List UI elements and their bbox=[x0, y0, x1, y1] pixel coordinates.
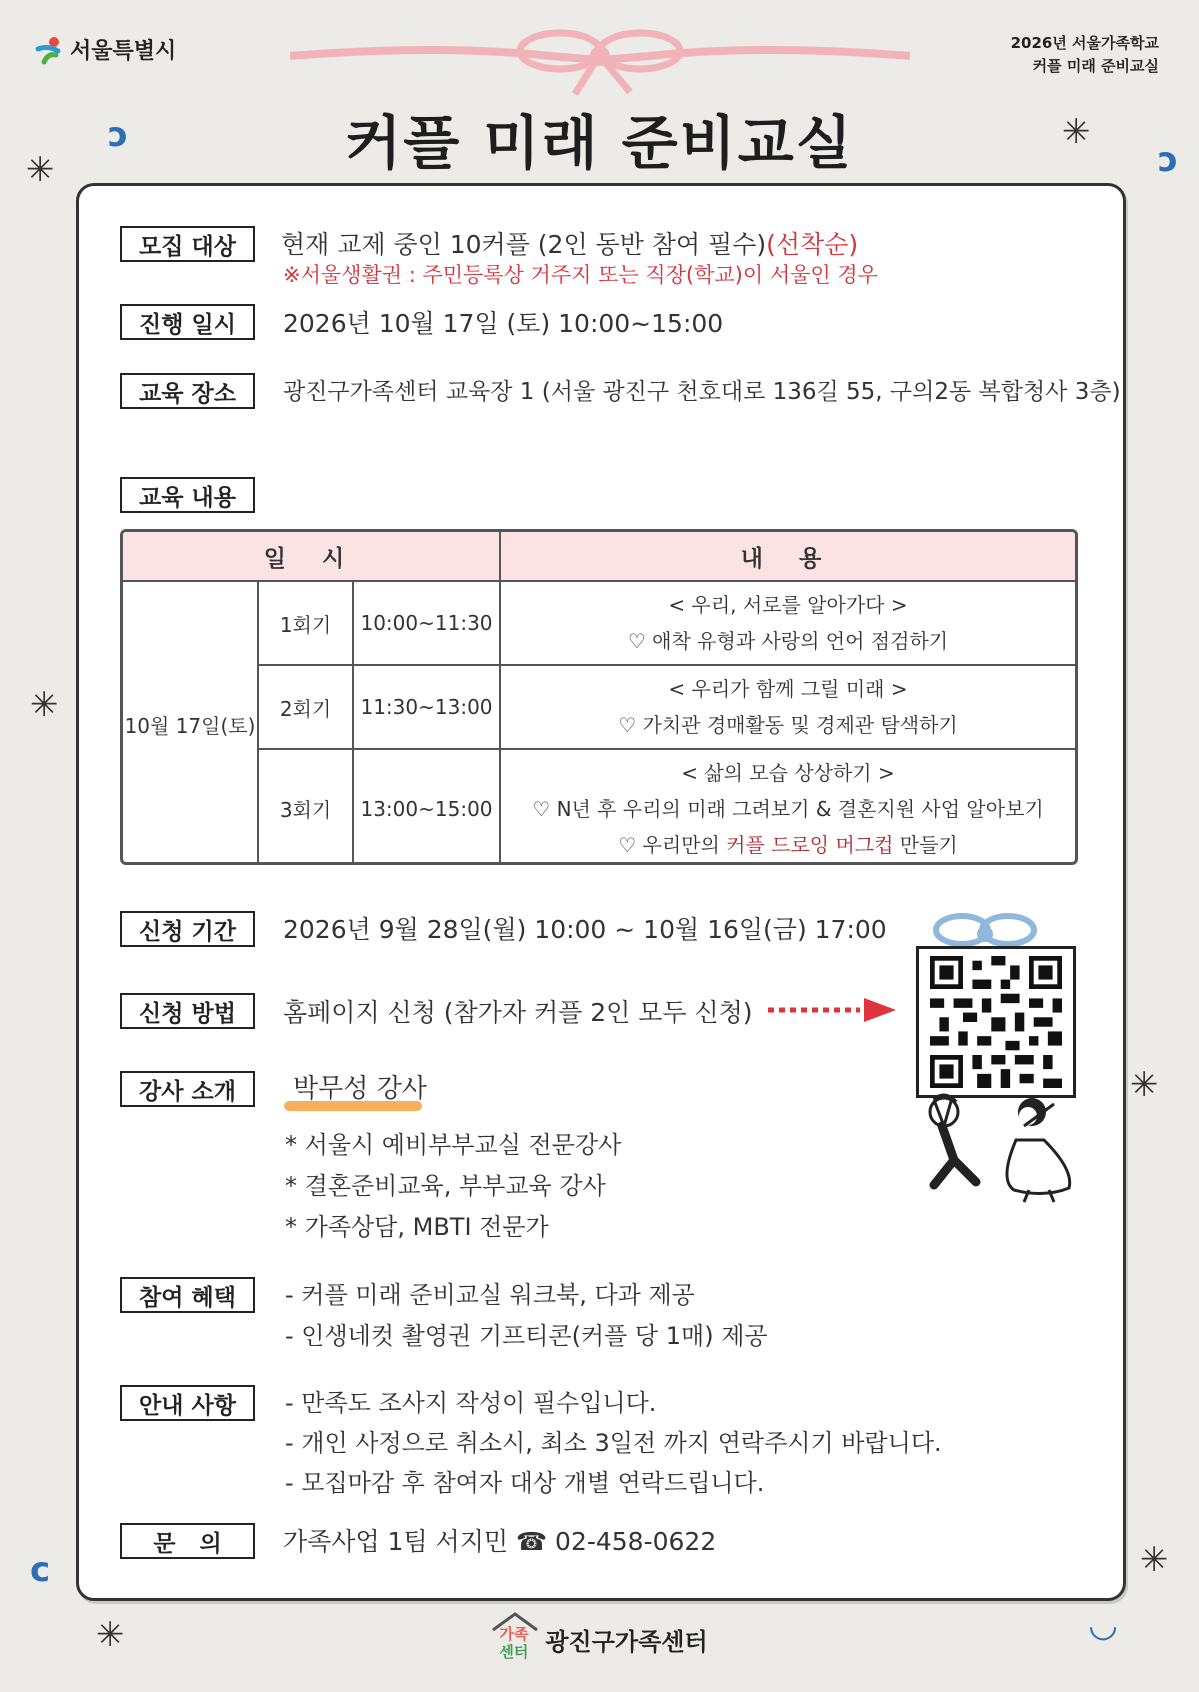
recruit-label: 모집 대상 bbox=[120, 226, 255, 262]
benefit-item-2: - 인생네컷 촬영권 기프티콘(커플 당 1매) 제공 bbox=[285, 1322, 768, 1350]
content-3-title: < 삶의 모습 상상하기 > bbox=[681, 760, 895, 785]
content-2-title: < 우리가 함께 그릴 미래 > bbox=[668, 677, 908, 701]
session-1: 1회기 bbox=[258, 581, 353, 665]
content-1-title: < 우리, 서로를 알아가다 > bbox=[668, 593, 908, 617]
notice-item-2: - 개인 사정으로 취소시, 최소 3일전 까지 연락주시기 바랍니다. bbox=[285, 1429, 942, 1457]
time-1: 10:00~11:30 bbox=[353, 581, 500, 665]
place-value: 광진구가족센터 교육장 1 (서울 광진구 천호대로 136길 55, 구의2동 복합청사 3층) bbox=[283, 379, 1121, 405]
page-title: 커플 미래 준비교실 bbox=[345, 109, 854, 177]
content-label: 교육 내용 bbox=[120, 477, 255, 513]
sparkle-icon: ✳ bbox=[96, 1615, 125, 1655]
sparkle-icon: ✳ bbox=[26, 150, 55, 190]
footer-logo bbox=[0, 1612, 1199, 1666]
notice-item-3: - 모집마감 후 참여자 대상 개별 연락드립니다. bbox=[285, 1469, 765, 1497]
program-caption bbox=[1011, 32, 1159, 78]
instructor-name: 박무성 강사 bbox=[293, 1074, 427, 1104]
apply-period-label: 신청 기간 bbox=[120, 911, 255, 947]
content-1-line: ♡ 애착 유형과 사랑의 언어 점검하기 bbox=[627, 629, 949, 653]
session-2: 2회기 bbox=[258, 665, 353, 749]
instructor-label: 강사 소개 bbox=[120, 1071, 255, 1107]
sparkle-icon: ✳ bbox=[30, 685, 59, 725]
qr-code[interactable] bbox=[916, 946, 1076, 1098]
caption-line-1: 2026년 서울가족학교 bbox=[1010, 34, 1159, 52]
session-3: 3회기 bbox=[258, 749, 353, 865]
qr-code-icon bbox=[926, 956, 1066, 1088]
apply-method-value: 홈페이지 신청 (참가자 커플 2인 모두 신청) bbox=[283, 998, 753, 1027]
instructor-item-2: * 결혼준비교육, 부부교육 강사 bbox=[285, 1172, 606, 1200]
time-3: 13:00~15:00 bbox=[353, 749, 500, 865]
content-3 bbox=[500, 749, 1075, 865]
recruit-value bbox=[281, 225, 858, 261]
date-value: 2026년 10월 17일 (토) 10:00~15:00 bbox=[283, 309, 724, 338]
contact-value: 가족사업 1팀 서지민 ☎ 02-458-0622 bbox=[283, 1527, 717, 1556]
seoul-logo-text: 서울특별시 bbox=[70, 39, 177, 64]
seoul-logo-icon bbox=[34, 35, 64, 65]
apply-period-value: 2026년 9월 28일(월) 10:00 ~ 10월 16일(금) 17:00 bbox=[283, 915, 887, 944]
schedule-table bbox=[120, 529, 1078, 865]
benefit-item-1: - 커플 미래 준비교실 워크북, 다과 제공 bbox=[285, 1281, 695, 1309]
content-1 bbox=[500, 581, 1075, 665]
benefit-label: 참여 혜택 bbox=[120, 1277, 255, 1313]
moon-icon: c bbox=[30, 1550, 51, 1590]
sparkle-icon: ✳ bbox=[1140, 1540, 1169, 1580]
couple-illustration-icon bbox=[904, 1090, 1084, 1210]
schedule-day: 10월 17일(토) bbox=[123, 581, 258, 865]
instructor-item-1: * 서울시 예비부부교실 전문강사 bbox=[285, 1131, 622, 1159]
apply-method-label: 신청 방법 bbox=[120, 993, 255, 1029]
notice-item-1: - 만족도 조사지 작성이 필수입니다. bbox=[285, 1389, 657, 1417]
sparkle-icon: ✳ bbox=[1062, 112, 1091, 152]
table-row bbox=[123, 665, 1075, 749]
content-3-line2 bbox=[501, 827, 1075, 863]
content-3-line2-pre: ♡ 우리만의 bbox=[618, 832, 727, 857]
ribbon-icon bbox=[290, 26, 910, 96]
date-label: 진행 일시 bbox=[120, 304, 255, 340]
contact-label: 문 의 bbox=[120, 1523, 255, 1559]
schedule-head-date: 일 시 bbox=[123, 532, 500, 581]
place-label: 교육 장소 bbox=[120, 373, 255, 409]
table-row bbox=[123, 581, 1075, 665]
time-2: 11:30~13:00 bbox=[353, 665, 500, 749]
content-2-line: ♡ 가치관 경매활동 및 경제관 탐색하기 bbox=[618, 713, 958, 737]
recruit-highlight: (선착순) bbox=[766, 230, 859, 259]
logo-mark-bottom: 센터 bbox=[499, 1643, 529, 1661]
notice-label: 안내 사항 bbox=[120, 1385, 255, 1421]
table-row bbox=[123, 749, 1075, 865]
moon-icon: ↄ bbox=[1158, 140, 1179, 180]
content-3-line: ♡ N년 후 우리의 미래 그려보기 & 결혼지원 사업 알아보기 bbox=[532, 796, 1044, 821]
content-3-line2-highlight: 커플 드로잉 머그컵 bbox=[726, 832, 894, 857]
house-logo-icon bbox=[491, 1612, 539, 1666]
moon-icon: ◡ bbox=[1090, 1605, 1117, 1645]
content-3-line2-post: 만들기 bbox=[893, 832, 958, 857]
footer-center-name: 광진구가족센터 bbox=[545, 1627, 708, 1656]
seoul-logo bbox=[34, 34, 176, 65]
recruit-main: 현재 교제 중인 10커플 (2인 동반 참여 필수) bbox=[281, 230, 767, 259]
sparkle-icon: ✳ bbox=[1130, 1065, 1159, 1105]
content-2 bbox=[500, 665, 1075, 749]
schedule-head-content: 내 용 bbox=[500, 532, 1075, 581]
instructor-item-3: * 가족상담, MBTI 전문가 bbox=[285, 1213, 549, 1241]
logo-mark-top: 가족 bbox=[499, 1625, 529, 1643]
qr-ribbon-icon bbox=[900, 910, 1070, 950]
moon-icon: ↄ bbox=[108, 115, 129, 155]
recruit-note: ※서울생활권 : 주민등록상 거주지 또는 직장(학교)이 서울인 경우 bbox=[283, 263, 878, 287]
caption-line-2: 커플 미래 준비교실 bbox=[1032, 57, 1159, 75]
arrow-right-icon bbox=[768, 995, 898, 1025]
